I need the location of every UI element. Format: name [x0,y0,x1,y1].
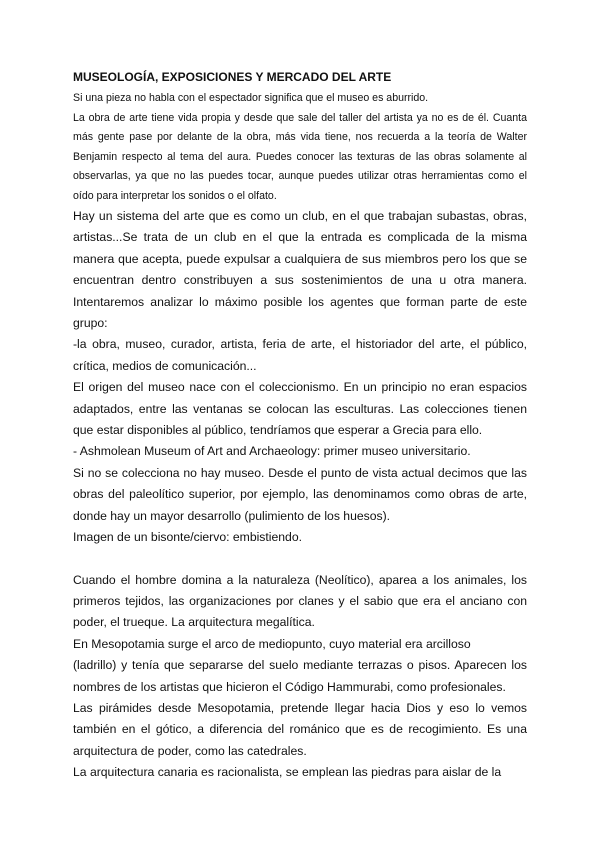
pyramids-paragraph: Las pirámides desde Mesopotamia, pretende llegar hacia Dios y eso lo vemos también en el gótico, a diferencia del románico que es de recogimiento. Es una arquitectura de poder, como las catedrales. [73,700,527,758]
paragraph-gap [73,549,527,570]
document-title: MUSEOLOGÍA, EXPOSICIONES Y MERCADO DEL ARTE [73,70,392,84]
intro-paragraph-2: La obra de arte tiene vida propia y desde que sale del taller del artista ya no es de él. Cuanta más gente pase por delante de la obra, más vida tiene, nos recuerda a la teoría de Walter Benjamin respecto al tema del aura. Puedes conocer las texturas de las obras solamente al observarlas, ya que no las puedes tocar, aunque puedes utilizar otras herramientas como el oído para interpretar los sonidos o el olfato. [73,111,527,202]
document-page [73,69,527,784]
club-paragraph: Hay un sistema del arte que es como un club, en el que trabajan subastas, obras, artistas...Se trata de un club en el que la entrada es complicada de la misma manera que acepta, puede expulsar a cualquiera de sus miembros pero los que se encuentran dentro constribuyen a sus sostenimientos de una u otra manera. Intentaremos analizar lo máximo posible los agentes que forman parte de este grupo: [73,209,527,331]
bison-paragraph: Imagen de un bisonte/ciervo: embistiendo. [73,530,302,545]
agents-paragraph: -la obra, museo, curador, artista, feria de arte, el historiador del arte, el público, crítica, medios de comunicación... [73,337,527,373]
mesopotamia-paragraph: (ladrillo) y tenía que separarse del suelo mediante terrazas o pisos. Aparecen los nombres de los artistas que hicieron el Código Hammurabi, como profesionales. [73,658,527,694]
intro-paragraph-1: Si una pieza no habla con el espectador significa que el museo es aburrido. [73,92,429,104]
ashmolean-paragraph: - Ashmolean Museum of Art and Archaeology: primer museo universitario. [73,444,471,459]
mesopotamia-line: En Mesopotamia surge el arco de mediopunto, cuyo material era arcilloso [73,636,471,651]
neolithic-paragraph: Cuando el hombre domina a la naturaleza (Neolítico), aparea a los animales, los primeros tejidos, las organizaciones por clanes y el sabio que era el anciano con poder, el trueque. La arquitectura megalítica. [73,572,527,630]
collect-paragraph: Si no se colecciona no hay museo. Desde el punto de vista actual decimos que las obras del paleolítico superior, por ejemplo, las denominamos como obras de arte, donde hay un mayor desarrollo (pulimiento de los huesos). [73,465,527,523]
origin-paragraph: El origen del museo nace con el coleccionismo. En un principio no eran espacios adaptados, entre las ventanas se colocan las esculturas. Las colecciones tienen que estar disponibles al público, tendríamos que esperar a Grecia para ello. [73,380,527,438]
canaria-paragraph: La arquitectura canaria es racionalista, se emplean las piedras para aislar de la [73,765,502,780]
